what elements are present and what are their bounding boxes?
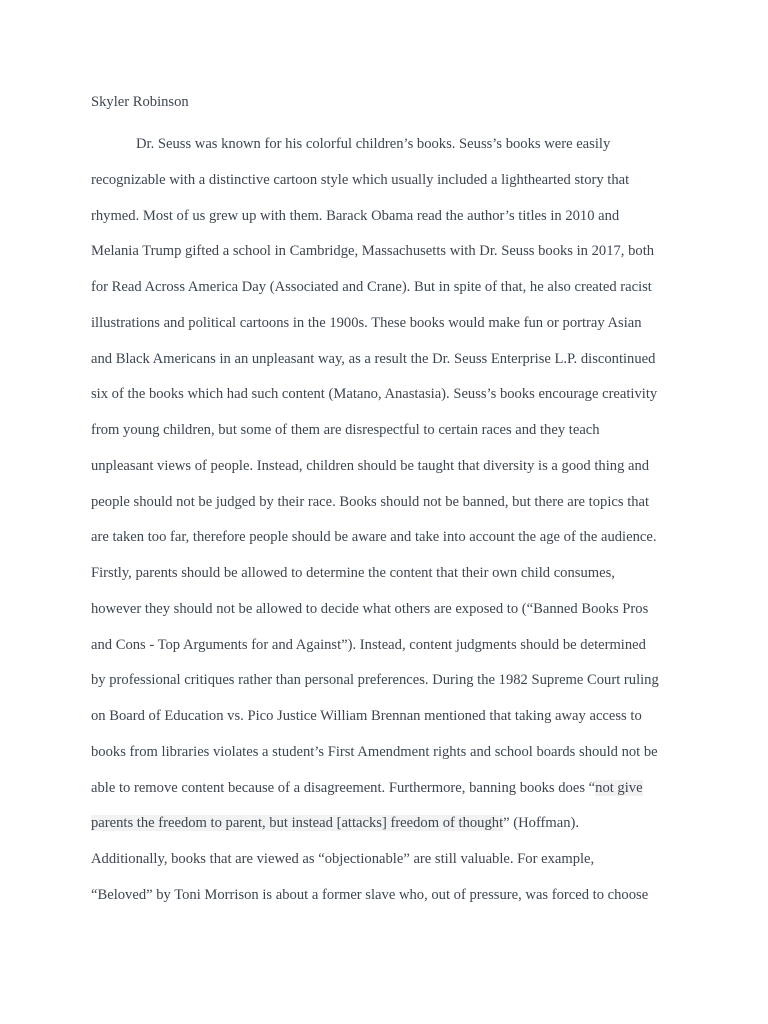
text-line: people should not be judged by their race. Books should not be banned, but there are topics that: [91, 493, 650, 510]
highlighted-quote: parents the freedom to parent, but instead [attacks] freedom of thought: [91, 815, 504, 832]
text-line: recognizable with a distinctive cartoon style which usually included a lighthearted story that: [91, 171, 630, 188]
text-line: and Cons - Top Arguments for and Against”). Instead, content judgments should be determined: [91, 636, 646, 653]
text-line: however they should not be allowed to decide what others are exposed to (“Banned Books Pros: [91, 600, 649, 617]
text-line: on Board of Education vs. Pico Justice William Brennan mentioned that taking away access to: [91, 708, 642, 724]
text-line: Additionally, books that are viewed as “objectionable” are still valuable. For example,: [91, 851, 595, 867]
essay-body: [91, 135, 691, 922]
text-line: Melania Trump gifted a school in Cambridge, Massachusetts with Dr. Seuss books in 2017, both: [91, 243, 655, 260]
text-line: six of the books which had such content (Matano, Anastasia). Seuss’s books encourage creativity: [91, 386, 658, 403]
text-line: rhymed. Most of us grew up with them. Barack Obama read the author’s titles in 2010 and: [91, 207, 620, 224]
text-line: Firstly, parents should be allowed to determine the content that their own child consumes,: [91, 565, 615, 581]
text-line: “Beloved” by Toni Morrison is about a former slave who, out of pressure, was forced to choose: [91, 886, 649, 903]
line-text: able to remove content because of a disagreement. Furthermore, banning books does “: [91, 779, 596, 796]
text-line: books from libraries violates a student’s First Amendment rights and school boards should not be: [91, 743, 658, 760]
line-text: ” (Hoffman).: [503, 815, 580, 832]
text-line: Dr. Seuss was known for his colorful children’s books. Seuss’s books were easily: [136, 136, 611, 152]
text-line: unpleasant views of people. Instead, children should be taught that diversity is a good thing and: [91, 457, 650, 474]
text-line: illustrations and political cartoons in the 1900s. These books would make fun or portray Asian: [91, 314, 642, 331]
text-line: for Read Across America Day (Associated and Crane). But in spite of that, he also created racist: [91, 279, 652, 295]
highlighted-quote: not give: [595, 779, 643, 796]
text-line: from young children, but some of them are disrespectful to certain races and they teach: [91, 422, 600, 438]
text-line: [91, 779, 691, 815]
text-line: [91, 814, 691, 850]
text-line: are taken too far, therefore people should be aware and take into account the age of the audience.: [91, 529, 657, 546]
author-name: Skyler Robinson: [91, 94, 189, 110]
text-line: by professional critiques rather than personal preferences. During the 1982 Supreme Court ruling: [91, 672, 659, 689]
text-line: and Black Americans in an unpleasant way, as a result the Dr. Seuss Enterprise L.P. discontinued: [91, 350, 656, 367]
